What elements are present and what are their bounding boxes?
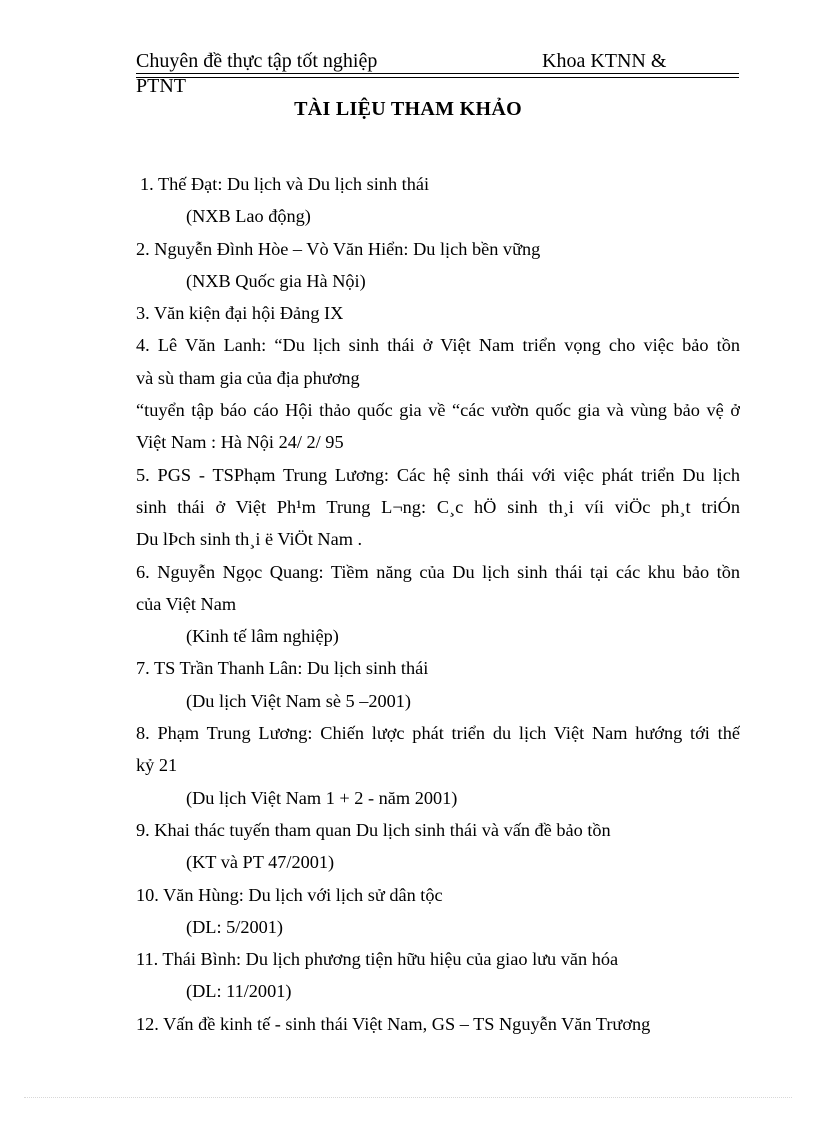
header-rule-bottom — [136, 77, 739, 78]
ref-2-source: (NXB Quốc gia Hà Nội) — [186, 270, 366, 291]
header-left: Chuyên đề thực tập tốt nghiệp — [136, 50, 378, 72]
ref-7: 7. TS Trần Thanh Lân: Du lịch sinh thái — [136, 658, 429, 679]
ref-3: 3. Văn kiện đại hội Đảng IX — [136, 303, 344, 324]
header-wrap: PTNT — [136, 75, 186, 97]
ref-10-source: (DL: 5/2001) — [186, 916, 283, 937]
ref-9: 9. Khai thác tuyến tham quan Du lịch sinh thái và vấn đề bảo tồn — [136, 819, 611, 840]
ref-7-source: (Du lịch Việt Nam sè 5 –2001) — [186, 690, 412, 711]
ref-6-line-2: của Việt Nam — [136, 593, 237, 614]
ref-4-line-4: Việt Nam : Hà Nội 24/ 2/ 95 — [136, 432, 344, 453]
ref-1-source: (NXB Lao động) — [186, 206, 311, 227]
page-title: TÀI LIỆU THAM KHẢO — [294, 98, 522, 120]
ref-8-line-2: kỷ 21 — [136, 755, 178, 776]
ref-6-source: (Kinh tế lâm nghiệp) — [186, 626, 339, 647]
ref-12: 12. Vấn đề kinh tế - sinh thái Việt Nam, GS – TS Nguyễn Văn Trương — [136, 1013, 651, 1034]
ref-9-source: (KT và PT 47/2001) — [186, 852, 335, 873]
ref-5-line-3: Du lÞch sinh th¸i ë ViÖt Nam . — [136, 529, 363, 550]
ref-5-line-1: 5. PGS - TSPhạm Trung Lương: Các hệ sinh thái với việc phát triển Du lịch — [136, 464, 740, 485]
ref-8-line-1: 8. Phạm Trung Lương: Chiến lược phát triển du lịch Việt Nam hướng tới thế — [136, 723, 740, 744]
ref-4-line-2: và sù tham gia của địa phương — [136, 367, 360, 388]
header-right: Khoa KTNN & — [542, 50, 667, 72]
ref-5-line-2: sinh thái ở Việt Ph¹m Trung L¬ng: C¸c hÖ sinh th¸i víi viÖc ph¸t triÓn — [136, 496, 740, 517]
ref-10: 10. Văn Hùng: Du lịch với lịch sử dân tộc — [136, 884, 443, 905]
ref-4-line-3: “tuyển tập báo cáo Hội thảo quốc gia về “các vườn quốc gia và vùng bảo vệ ở — [136, 400, 740, 421]
ref-11-source: (DL: 11/2001) — [186, 981, 292, 1002]
ref-2: 2. Nguyễn Đình Hòe – Vò Văn Hiển: Du lịch bền vững — [136, 238, 541, 259]
header-rule-top — [136, 73, 739, 74]
page-bottom-divider — [24, 1097, 792, 1098]
reference-list — [136, 168, 740, 1040]
ref-4-line-1: 4. Lê Văn Lanh: “Du lịch sinh thái ở Việt Nam triển vọng cho việc bảo tồn — [136, 335, 740, 356]
ref-6-line-1: 6. Nguyễn Ngọc Quang: Tiềm năng của Du lịch sinh thái tại các khu bảo tồn — [136, 561, 740, 582]
ref-1: 1. Thế Đạt: Du lịch và Du lịch sinh thái — [140, 174, 430, 194]
ref-11: 11. Thái Bình: Du lịch phương tiện hữu hiệu của giao lưu văn hóa — [136, 949, 619, 970]
ref-8-source: (Du lịch Việt Nam 1 + 2 - năm 2001) — [186, 787, 458, 808]
